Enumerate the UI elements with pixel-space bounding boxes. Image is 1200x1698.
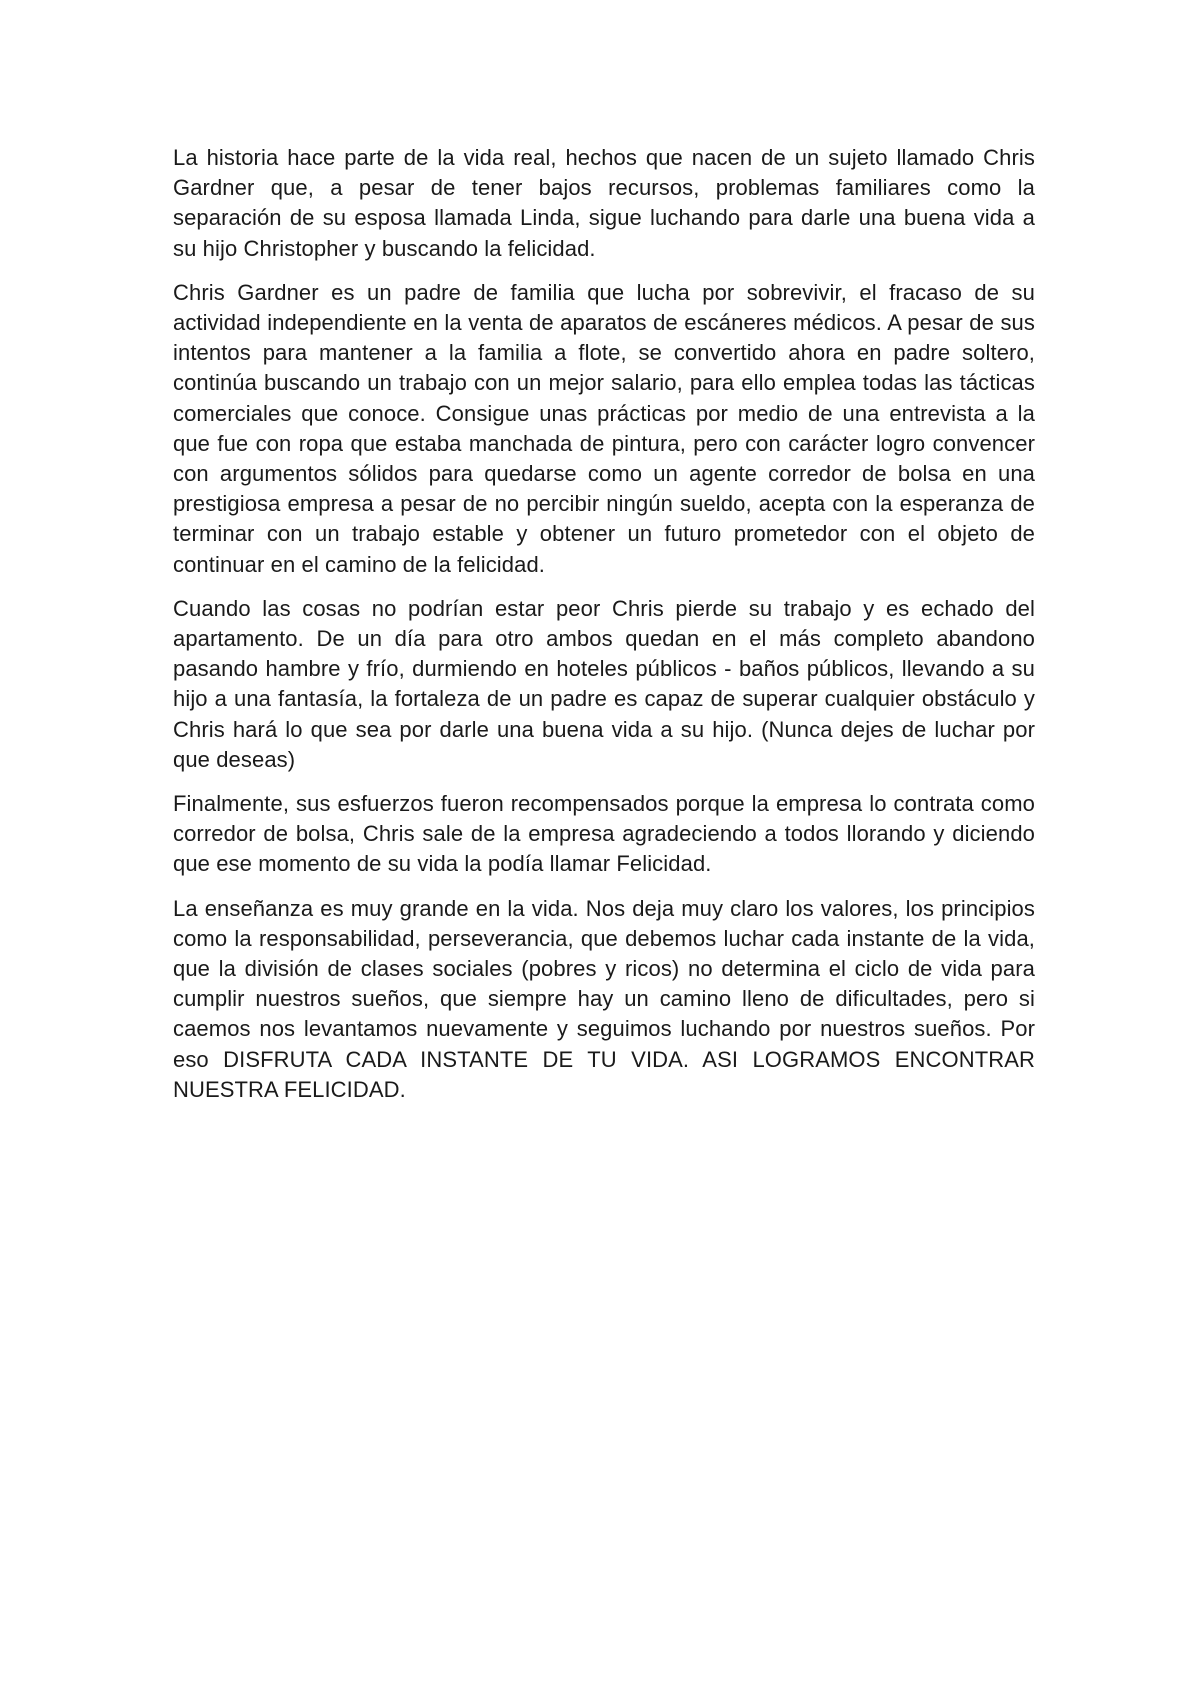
paragraph-1: La historia hace parte de la vida real, hechos que nacen de un sujeto llamado Chris Gardner que, a pesar de tener bajos recursos, problemas familiares como la separación de su esposa llamada Linda, sigue luchando para darle una buena vida a su hijo Christopher y buscando la felicidad.: [173, 145, 1035, 261]
paragraph-4: Finalmente, sus esfuerzos fueron recompensados porque la empresa lo contrata como corredor de bolsa, Chris sale de la empresa agradeciendo a todos llorando y diciendo que ese momento de su vida la podía llamar Felicidad.: [173, 791, 1035, 877]
paragraph-2: Chris Gardner es un padre de familia que lucha por sobrevivir, el fracaso de su actividad independiente en la venta de aparatos de escáneres médicos. A pesar de sus intentos para mantener a la familia a flote, se convertido ahora en padre soltero, continúa buscando un trabajo con un mejor salario, para ello emplea todas las tácticas comerciales que conoce. Consigue unas prácticas por medio de una entrevista a la que fue con ropa que estaba manchada de pintura, pero con carácter logro convencer con argumentos sólidos para quedarse como un agente corredor de bolsa en una prestigiosa empresa a pesar de no percibir ningún sueldo, acepta con la esperanza de terminar con un trabajo estable y obtener un futuro prometedor con el objeto de continuar en el camino de la felicidad.: [173, 279, 1035, 577]
document-body: [173, 143, 1035, 1119]
paragraph-5: La enseñanza es muy grande en la vida. Nos deja muy claro los valores, los principios como la responsabilidad, perseverancia, que debemos luchar cada instante de la vida, que la división de clases sociales (pobres y ricos) no determina el ciclo de vida para cumplir nuestros sueños, que siempre hay un camino lleno de dificultades, pero si caemos nos levantamos nuevamente y seguimos luchando por nuestros sueños. Por eso DISFRUTA CADA INSTANTE DE TU VIDA. ASI LOGRAMOS ENCONTRAR NUESTRA FELICIDAD.: [173, 895, 1035, 1102]
paragraph-3: Cuando las cosas no podrían estar peor Chris pierde su trabajo y es echado del apartamento. De un día para otro ambos quedan en el más completo abandono pasando hambre y frío, durmiendo en hoteles públicos - baños públicos, llevando a su hijo a una fantasía, la fortaleza de un padre es capaz de superar cualquier obstáculo y Chris hará lo que sea por darle una buena vida a su hijo. (Nunca dejes de luchar por que deseas): [173, 595, 1035, 772]
